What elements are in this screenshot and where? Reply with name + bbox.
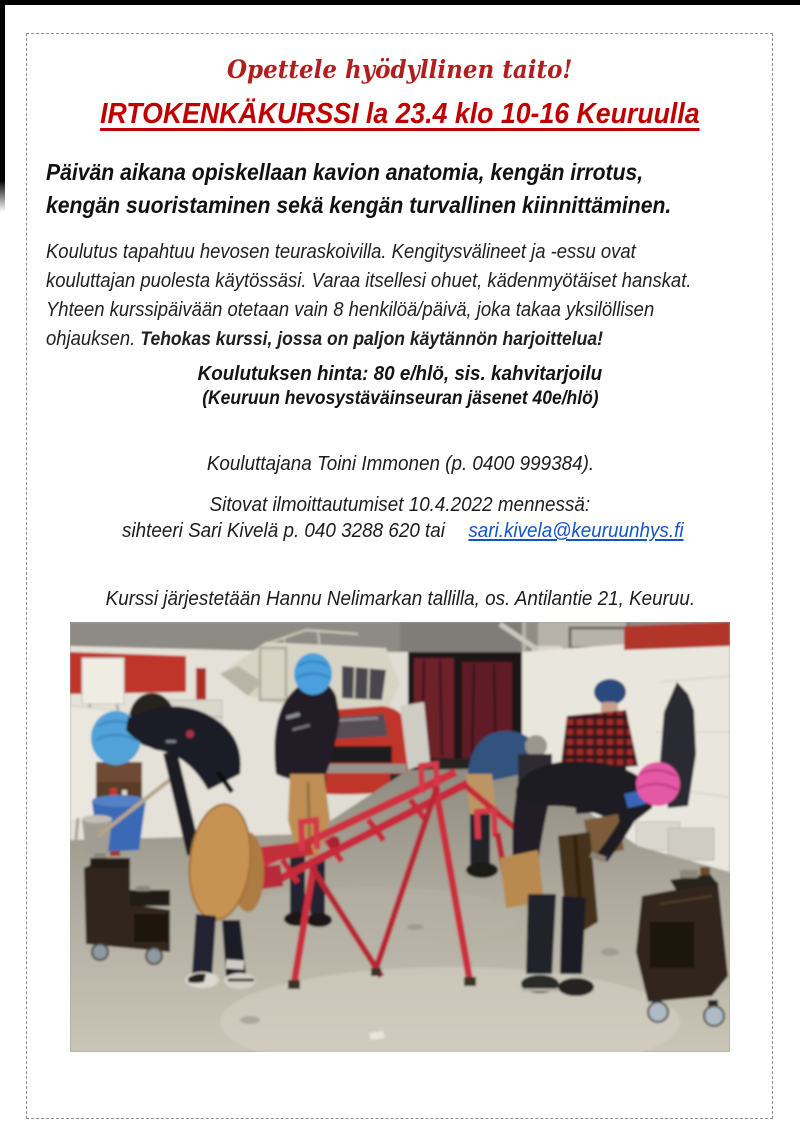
location-line xyxy=(0,587,800,611)
location-text: Kurssi järjestetään Hannu Nelimarkan tallilla, os. Antilantie 21, Keuruu. xyxy=(105,587,695,610)
tagline-text: Opettele hyödyllinen taito! xyxy=(227,55,573,84)
body-paragraph xyxy=(46,237,763,354)
price-line-2 xyxy=(0,388,800,410)
body-line-1: Koulutus tapahtuu hevosen teuraskoivilla. Kengitysvälineet ja -essu ovat xyxy=(46,240,636,263)
signup-line-1 xyxy=(0,493,800,517)
body-line-4 xyxy=(46,324,691,354)
email-link[interactable]: sari.kivela@keuruunhys.fi xyxy=(467,519,684,542)
intro-line-2: kengän suoristaminen sekä kengän turvallinen kiinnittäminen. xyxy=(46,192,672,218)
price-line-1 xyxy=(0,362,800,386)
page-title-text: IRTOKENKÄKURSSI la 23.4 klo 10-16 Keuruulla xyxy=(100,98,700,130)
page-title xyxy=(0,98,800,131)
trainer-text: Kouluttajana Toini Immonen (p. 0400 999384). xyxy=(206,452,594,475)
signup-line-2-prefix: sihteeri Sari Kivelä p. 040 3288 620 tai xyxy=(121,519,445,542)
intro-paragraph xyxy=(46,156,741,222)
signup-line-2 xyxy=(0,519,800,543)
intro-line-1: Päivän aikana opiskellaan kavion anatomia, kengän irrotus, xyxy=(46,159,644,185)
course-photo-svg xyxy=(70,622,730,1052)
body-line-4-normal: ohjauksen. xyxy=(46,327,141,350)
body-line-4-bold: Tehokas kurssi, jossa on paljon käytännön harjoittelua! xyxy=(140,328,603,350)
photo-red-stripe-right xyxy=(624,622,730,650)
trainer-line xyxy=(0,452,800,476)
course-photo xyxy=(70,622,730,1052)
body-line-3: Yhteen kurssipäivään otetaan vain 8 henkilöä/päivä, joka takaa yksilöllisen xyxy=(46,298,655,321)
photo-flipchart xyxy=(82,658,124,704)
tagline xyxy=(0,55,800,84)
scan-edge-top xyxy=(0,0,800,5)
price-line-1-text: Koulutuksen hinta: 80 e/hlö, sis. kahvitarjoilu xyxy=(197,362,603,385)
price-line-2-text: (Keuruun hevosystäväinseuran jäsenet 40e/hlö) xyxy=(201,388,599,409)
signup-line-1-text: Sitovat ilmoittautumiset 10.4.2022 mennessä: xyxy=(209,493,591,516)
body-line-2: kouluttajan puolesta käytössäsi. Varaa itsellesi ohuet, kädenmyötäiset hanskat. xyxy=(46,269,692,292)
